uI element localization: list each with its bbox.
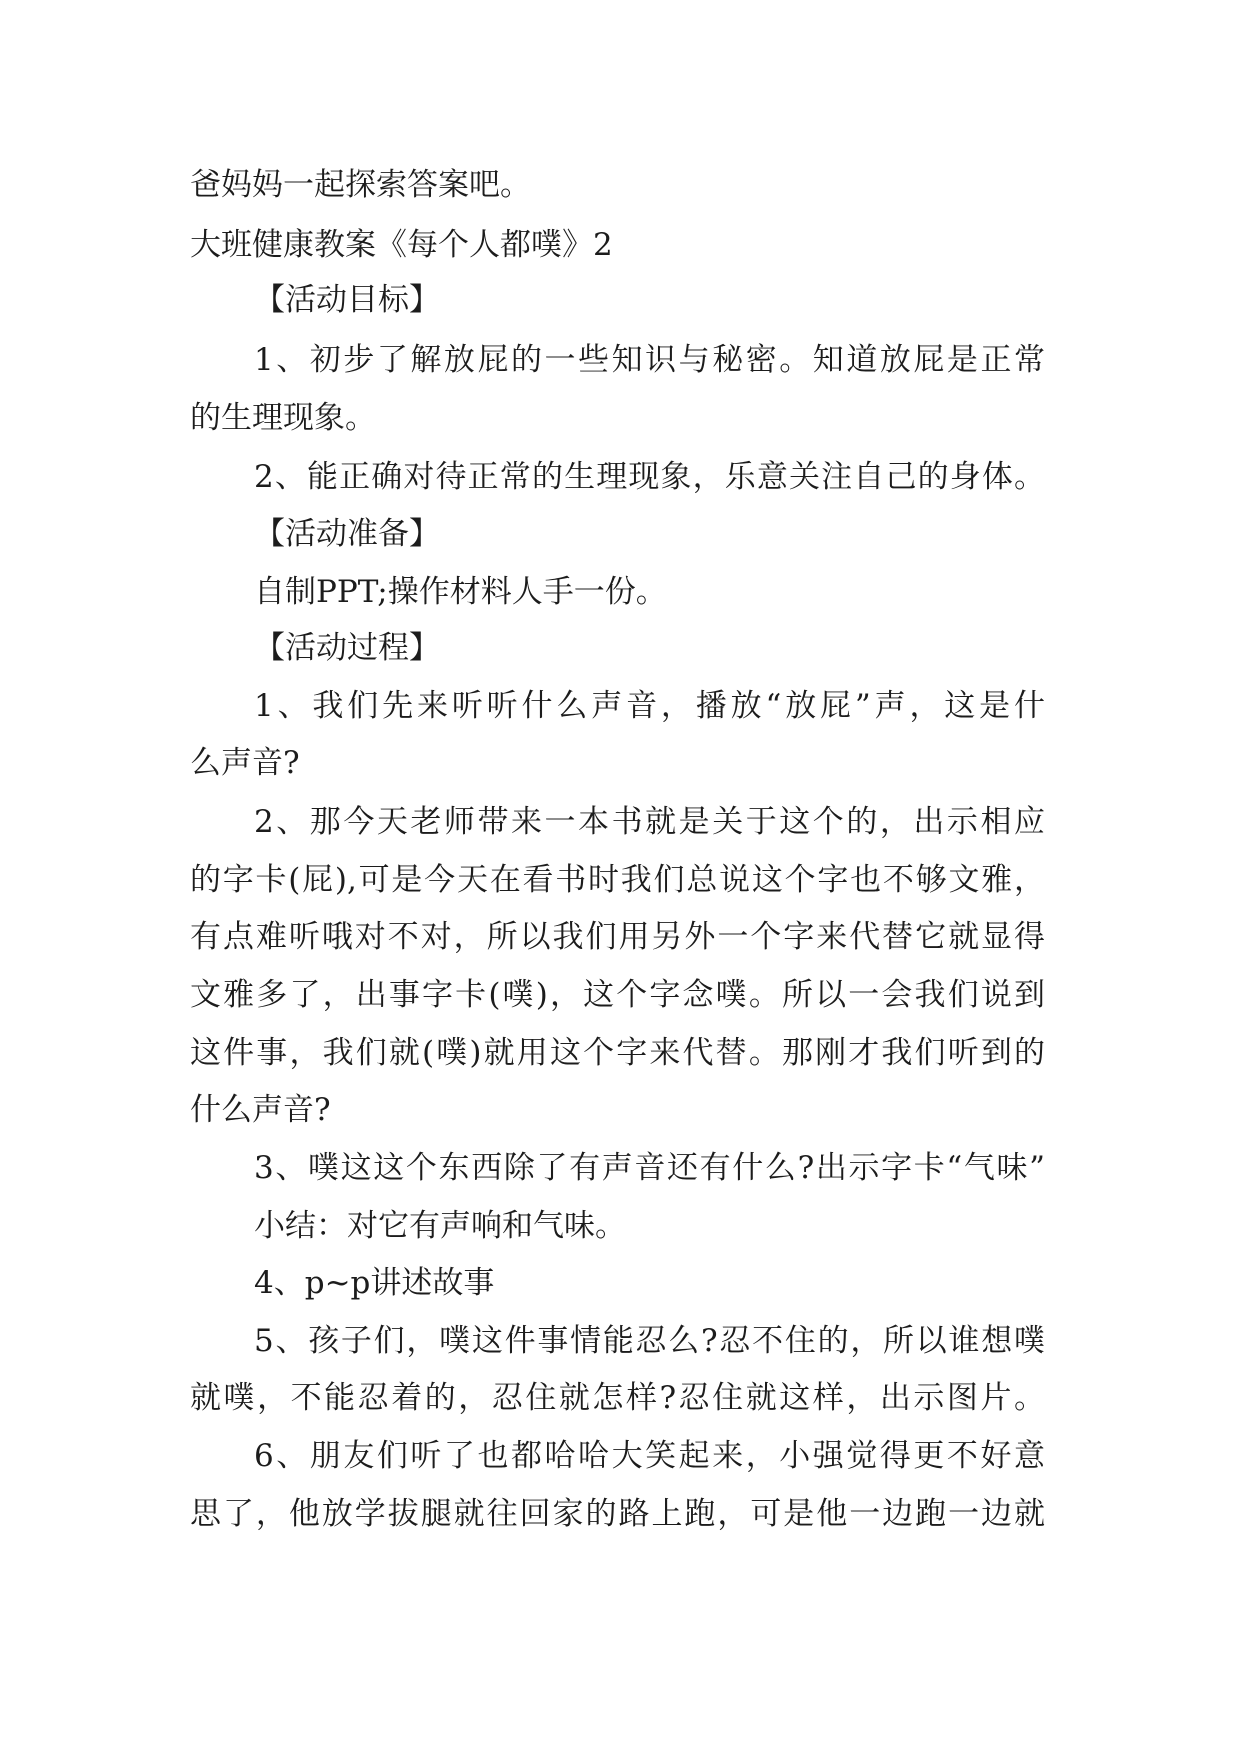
process-step-1-line-1: 1、我们先来听听什么声音，播放“放屁”声，这是什: [254, 688, 1045, 724]
process-step-6-line-1: 6、朋友们听了也都哈哈大笑起来，小强觉得更不好意: [254, 1438, 1045, 1474]
process-step-2-line-2: 的字卡(屁),可是今天在看书时我们总说这个字也不够文雅，: [190, 862, 1045, 898]
process-step-1-line-2: 么声音?: [190, 745, 300, 781]
preparation-text: 自制PPT;操作材料人手一份。: [254, 574, 667, 610]
process-step-5-line-1: 5、孩子们，噗这件事情能忍么?忍不住的，所以谁想噗: [254, 1323, 1045, 1359]
goal-item-1-line-2: 的生理现象。: [190, 400, 376, 436]
section-heading-goals: 【活动目标】: [254, 282, 440, 318]
section-heading-process: 【活动过程】: [254, 630, 440, 666]
document-title: 大班健康教案《每个人都噗》2: [190, 227, 613, 263]
process-step-6-line-2: 思了，他放学拔腿就往回家的路上跑，可是他一边跑一边就: [190, 1496, 1045, 1532]
process-step-2-line-3: 有点难听哦对不对，所以我们用另外一个字来代替它就显得: [190, 919, 1045, 955]
process-summary: 小结：对它有声响和气味。: [254, 1208, 626, 1244]
continued-paragraph-line: 爸妈妈一起探索答案吧。: [190, 167, 531, 203]
process-step-4: 4、p~p讲述故事: [254, 1265, 495, 1301]
process-step-2-line-4: 文雅多了，出事字卡(噗)，这个字念噗。所以一会我们说到: [190, 977, 1045, 1013]
process-step-2-line-1: 2、那今天老师带来一本书就是关于这个的，出示相应: [254, 804, 1045, 840]
goal-item-2: 2、能正确对待正常的生理现象，乐意关注自己的身体。: [254, 459, 1045, 495]
process-step-5-line-2: 就噗，不能忍着的，忍住就怎样?忍住就这样，出示图片。: [190, 1380, 1045, 1416]
process-step-2-line-5: 这件事，我们就(噗)就用这个字来代替。那刚才我们听到的: [190, 1035, 1045, 1071]
goal-item-1-line-1: 1、初步了解放屁的一些知识与秘密。知道放屁是正常: [254, 342, 1045, 378]
section-heading-preparation: 【活动准备】: [254, 516, 440, 552]
process-step-3: 3、噗这这个东西除了有声音还有什么?出示字卡“气味”: [254, 1150, 1045, 1186]
process-step-2-line-6: 什么声音?: [190, 1092, 331, 1128]
